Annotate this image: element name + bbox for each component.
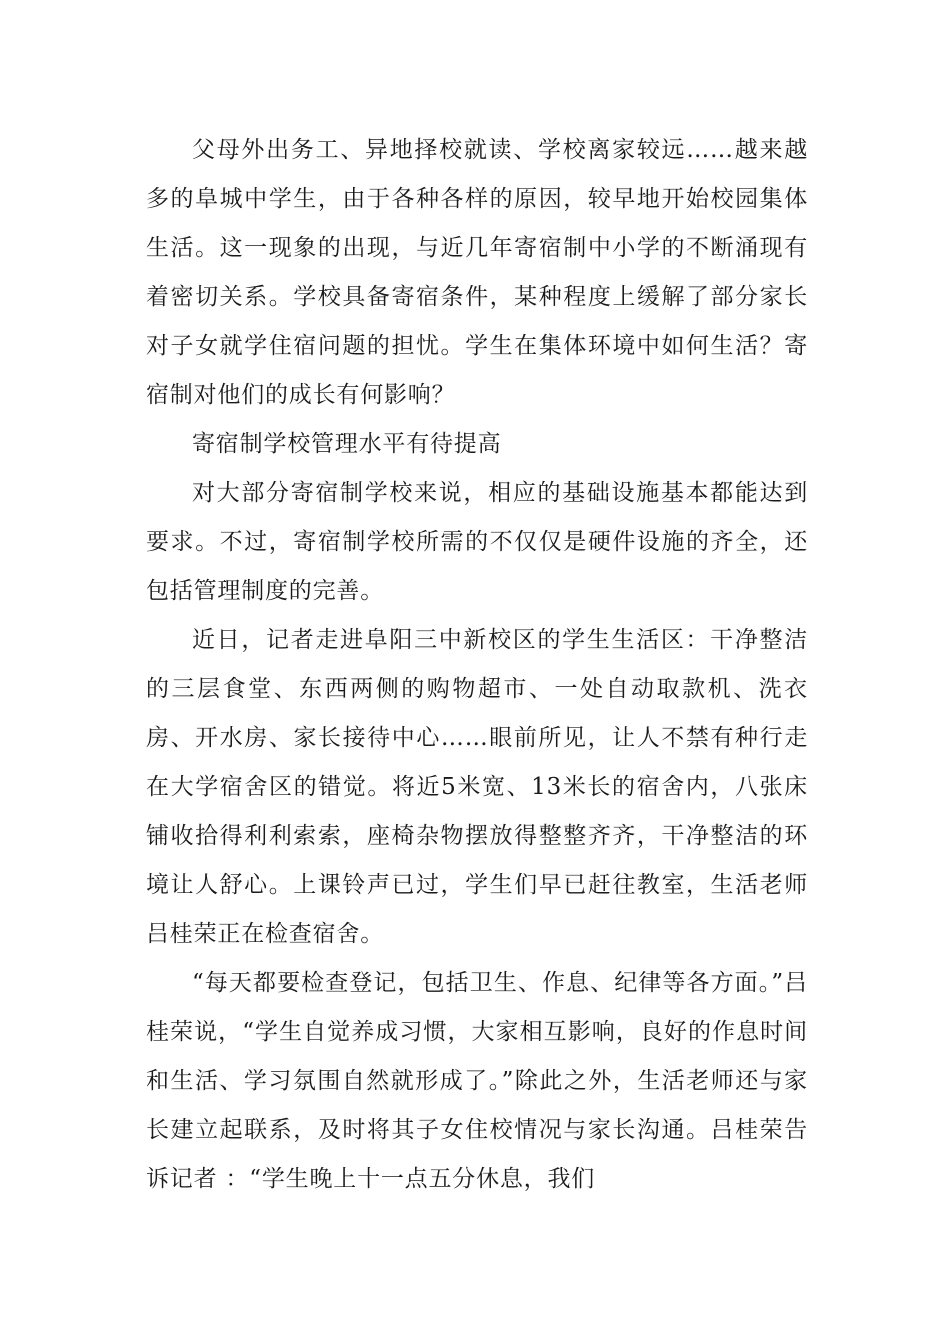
paragraph-facilities: 对大部分寄宿制学校来说，相应的基础设施基本都能达到要求。不过，寄宿制学校所需的不仅仅是硬件设施的齐全，还包括管理制度的完善。 (146, 480, 808, 604)
paragraph-visit: 近日，记者走进阜阳三中新校区的学生生活区：干净整洁的三层食堂、东西两侧的购物超市、一处自动取款机、洗衣房、开水房、家长接待中心……眼前所见，让人不禁有种行走在大学宿舍区的错觉。将近5米宽、13米长的宿舍内，八张床铺收拾得利利索索，座椅杂物摆放得整整齐齐，干净整洁的环境让人舒心。上课铃声已过，学生们早已赶往教室，生活老师吕桂荣正在检查宿舍。 (146, 627, 808, 947)
paragraph-quote: “每天都要检查登记，包括卫生、作息、纪律等各方面。”吕桂荣说，“学生自觉养成习惯，大家相互影响，良好的作息时间和生活、学习氛围自然就形成了。”除此之外，生活老师还与家长建立起联系，及时将其子女住校情况与家长沟通。吕桂荣告诉记者 ：“学生晚上十一点五分休息，我们 (146, 970, 808, 1192)
article-body (146, 126, 808, 1204)
paragraph-intro: 父母外出务工、异地择校就读、学校离家较远……越来越多的阜城中学生，由于各种各样的原因，较早地开始校园集体生活。这一现象的出现，与近几年寄宿制中小学的不断涌现有着密切关系。学校具备寄宿条件，某种程度上缓解了部分家长对子女就学住宿问题的担忧。学生在集体环境中如何生活？寄宿制对他们的成长有何影响？ (146, 137, 808, 408)
section-heading: 寄宿制学校管理水平有待提高 (192, 431, 502, 457)
